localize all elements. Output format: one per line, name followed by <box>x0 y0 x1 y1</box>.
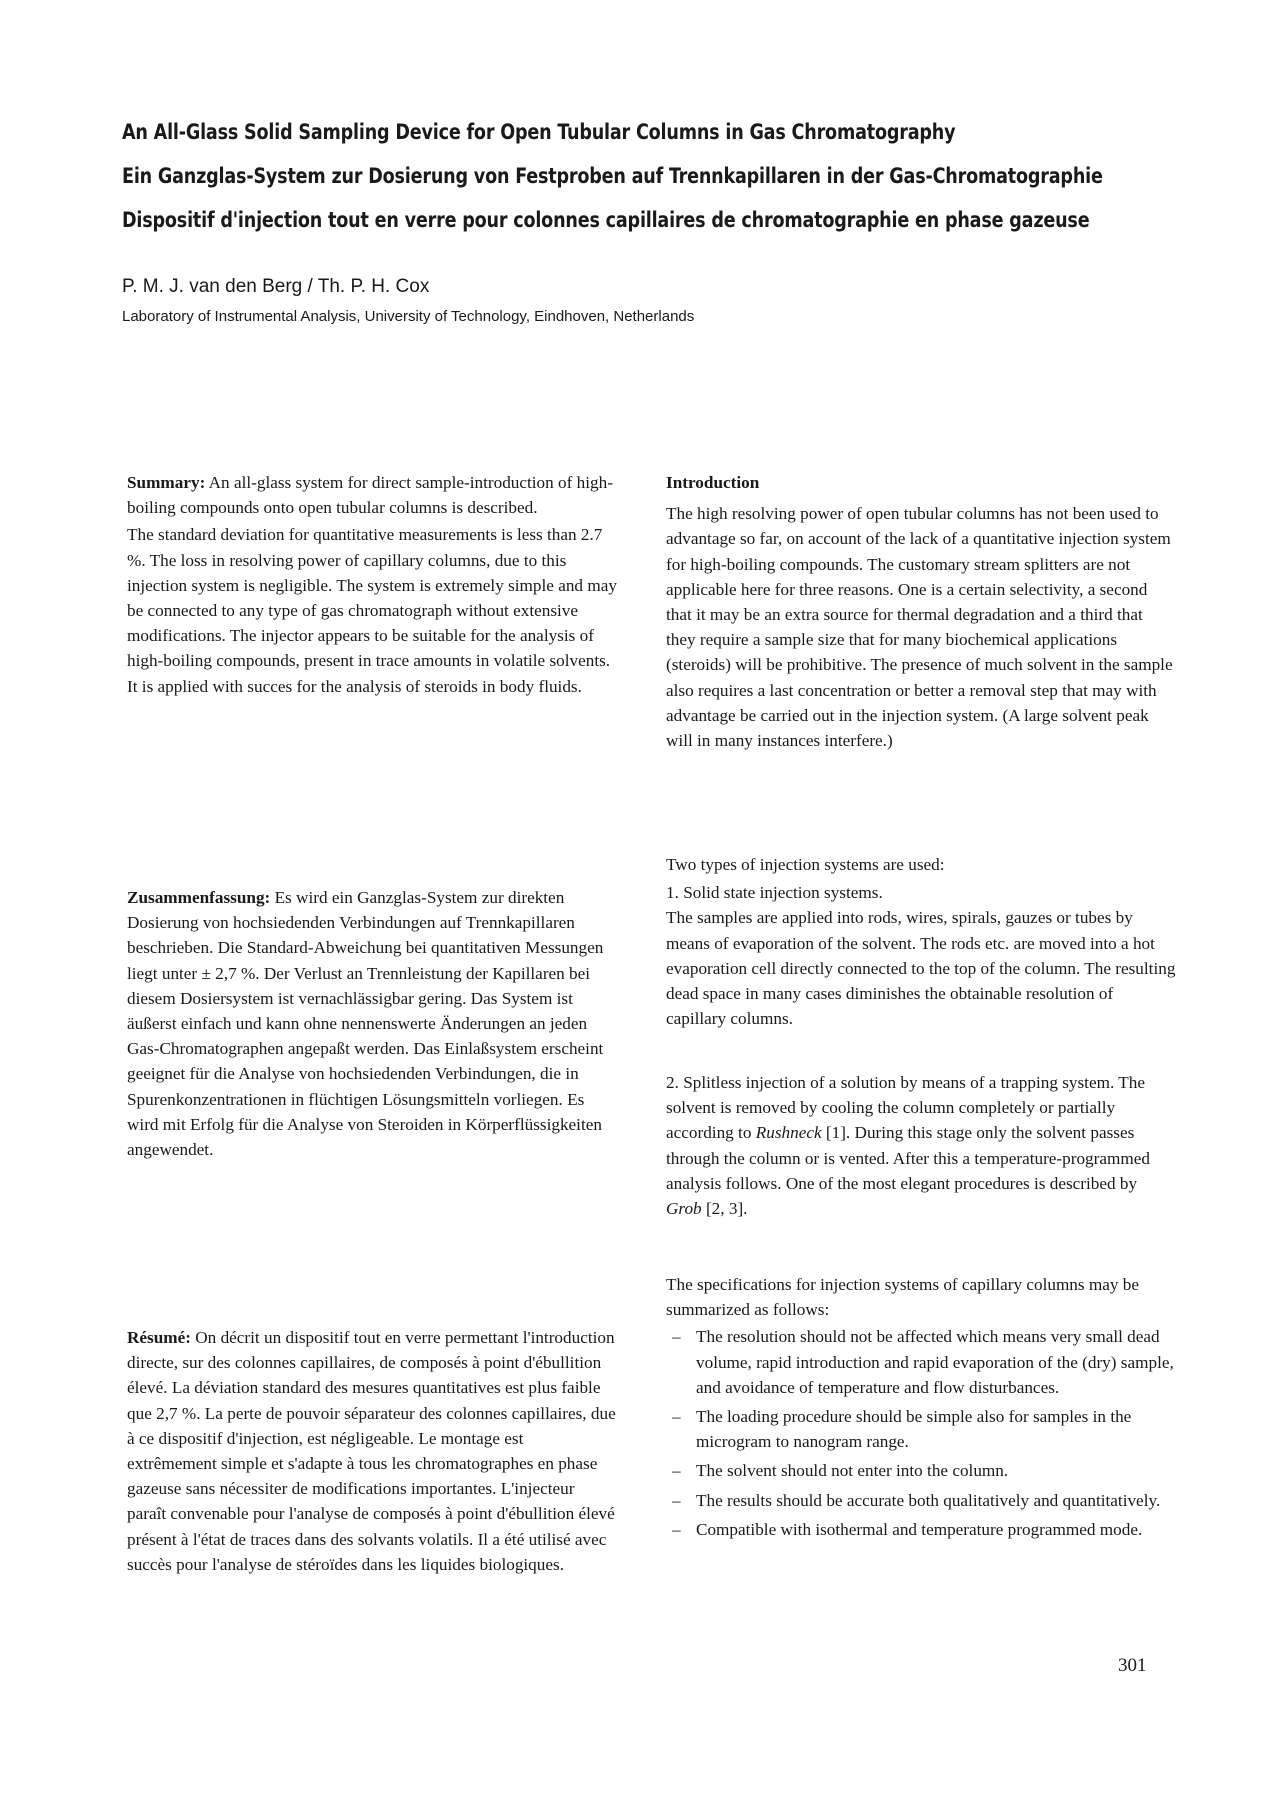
types-intro: Two types of injection systems are used: <box>666 855 945 874</box>
type2-text-b: [1]. During this stage only the solvent passes through the column or is vented. After this a temperature-programmed analysis follows. One of the most elegant procedures is described by <box>666 1123 1150 1193</box>
type2-text-a: 2. Splitless injection of a solution by means of a trapping system. The solvent is removed by cooling the column completely or partially according to <box>666 1073 1145 1143</box>
title-french: Dispositif d'injection tout en verre pour colonnes capillaires de chromatographie en phase gazeuse <box>122 208 1090 232</box>
specifications-block <box>666 1272 1176 1546</box>
summary-abstract <box>127 470 617 701</box>
type1-text: The samples are applied into rods, wires, spirals, gauzes or tubes by means of evaporation of the solvent. The rods etc. are moved into a hot evaporation cell directly connected to the top of the column. The resulting dead space in many cases diminishes the obtainable resolution of capillary columns. <box>666 908 1176 1029</box>
title-block <box>122 120 1172 252</box>
zusammenfassung-abstract <box>127 885 617 1164</box>
type2-text-c: [2, 3]. <box>701 1199 748 1219</box>
introduction-section <box>666 470 1176 753</box>
specifications-intro: The specifications for injection systems of capillary columns may be summarized as follows: <box>666 1275 1140 1320</box>
type1-title: 1. Solid state injection systems. <box>666 883 883 903</box>
zusammenfassung-text: Es wird ein Ganzglas-System zur direkten Dosierung von hochsiedenden Verbindungen auf Trennkapillaren beschrieben. Die Standard-Abweichung bei quantitativen Messungen liegt unter ± 2,7 %. Der Verlust an Trennleistung der Kapillaren bei diesem Dosiersystem ist vernachlässigbar gering. Das System ist äußerst einfach und kann ohne nennenswerte Änderungen an jeden Gas-Chromatographen angepaßt werden. Das Einlaßsystem erscheint geeignet für die Analyse von hochsiedenden Verbindungen, die in Spurenkonzentrationen in flüchtigen Lösungsmitteln vorliegen. Es wird mit Erfolg für die Analyse von Steroiden in Körperflüssigkeiten angewendet. <box>127 888 604 1160</box>
introduction-paragraph-1: The high resolving power of open tubular columns has not been used to advantage so far, on account of the lack of a quantitative injection system for high-boiling compounds. The customary stream splitters are not applicable here for three reasons. One is a certain selectivity, a second that it may be an extra source for thermal degradation and a third that they require a sample size that for many biochemical applications (steroids) will be prohibitive. The presence of much solvent in the sample also requires a last concentration or better a removal step that may with advantage be carried out in the injection system. (A large solvent peak will in many instances interfere.) <box>666 504 1173 751</box>
zusammenfassung-label: Zusammenfassung: <box>127 888 271 907</box>
type2-paragraph <box>666 1070 1176 1221</box>
list-item: – Compatible with isothermal and temperature programmed mode. <box>666 1517 1176 1542</box>
list-item: – The resolution should not be affected which means very small dead volume, rapid introduction and rapid evaporation of the (dry) sample, and avoidance of temperature and flow disturbances. <box>666 1324 1176 1400</box>
zusammenfassung-paragraph <box>127 885 617 1162</box>
author-ref-grob: Grob <box>666 1199 702 1219</box>
list-item: – The solvent should not enter into the column. <box>666 1458 1176 1483</box>
list-item: – The results should be accurate both qualitatively and quantitatively. <box>666 1488 1176 1513</box>
author-ref-rushneck: Rushneck <box>755 1123 822 1143</box>
resume-abstract <box>127 1325 617 1579</box>
type2-block <box>666 1070 1176 1221</box>
authors: P. M. J. van den Berg / Th. P. H. Cox <box>122 276 430 297</box>
resume-label: Résumé: <box>127 1328 191 1347</box>
list-item: – The loading procedure should be simple also for samples in the microgram to nanogram range. <box>666 1404 1176 1454</box>
summary-text-1: An all-glass system for direct sample-introduction of high-boiling compounds onto open tubular columns is described. <box>127 473 613 518</box>
title-german: Ein Ganzglas-System zur Dosierung von Festproben auf Trennkapillaren in der Gas-Chromatographie <box>122 164 1103 188</box>
title-english: An All-Glass Solid Sampling Device for Open Tubular Columns in Gas Chromatography <box>122 120 956 144</box>
summary-label: Summary: <box>127 473 206 492</box>
resume-paragraph <box>127 1325 617 1577</box>
introduction-heading: Introduction <box>666 473 760 492</box>
summary-paragraph-2: The standard deviation for quantitative measurements is less than 2.7 %. The loss in resolving power of capillary columns, due to this injection system is negligible. The system is extremely simple and may be connected to any type of gas chromatograph without extensive modifications. The injector appears to be suitable for the analysis of high-boiling compounds, present in trace amounts in volatile solvents. It is applied with succes for the analysis of steroids in body fluids. <box>127 525 617 696</box>
resume-text: On décrit un dispositif tout en verre permettant l'introduction directe, sur des colonnes capillaires, de composés à point d'ébullition élevé. La déviation standard des mesures quantitatives est plus faible que 2,7 %. La perte de pouvoir séparateur des colonnes capillaires, due à ce dispositif d'injection, est négligeable. Le montage est extrêmement simple et s'adapte à tous les chromatographes en phase gazeuse sans nécessiter de modifications importantes. L'injecteur paraît convenable pour l'analyse de composés à point d'ébullition élevé présent à l'état de traces dans des solvants volatils. Il a été utilisé avec succès pour l'analyse de stéroïdes dans les liquides biologiques. <box>127 1328 616 1574</box>
page-number: 301 <box>1118 1655 1147 1676</box>
specifications-list <box>666 1324 1176 1542</box>
summary-paragraph-1 <box>127 470 617 520</box>
injection-types <box>666 852 1176 1031</box>
affiliation: Laboratory of Instrumental Analysis, University of Technology, Eindhoven, Netherlands <box>122 308 695 325</box>
